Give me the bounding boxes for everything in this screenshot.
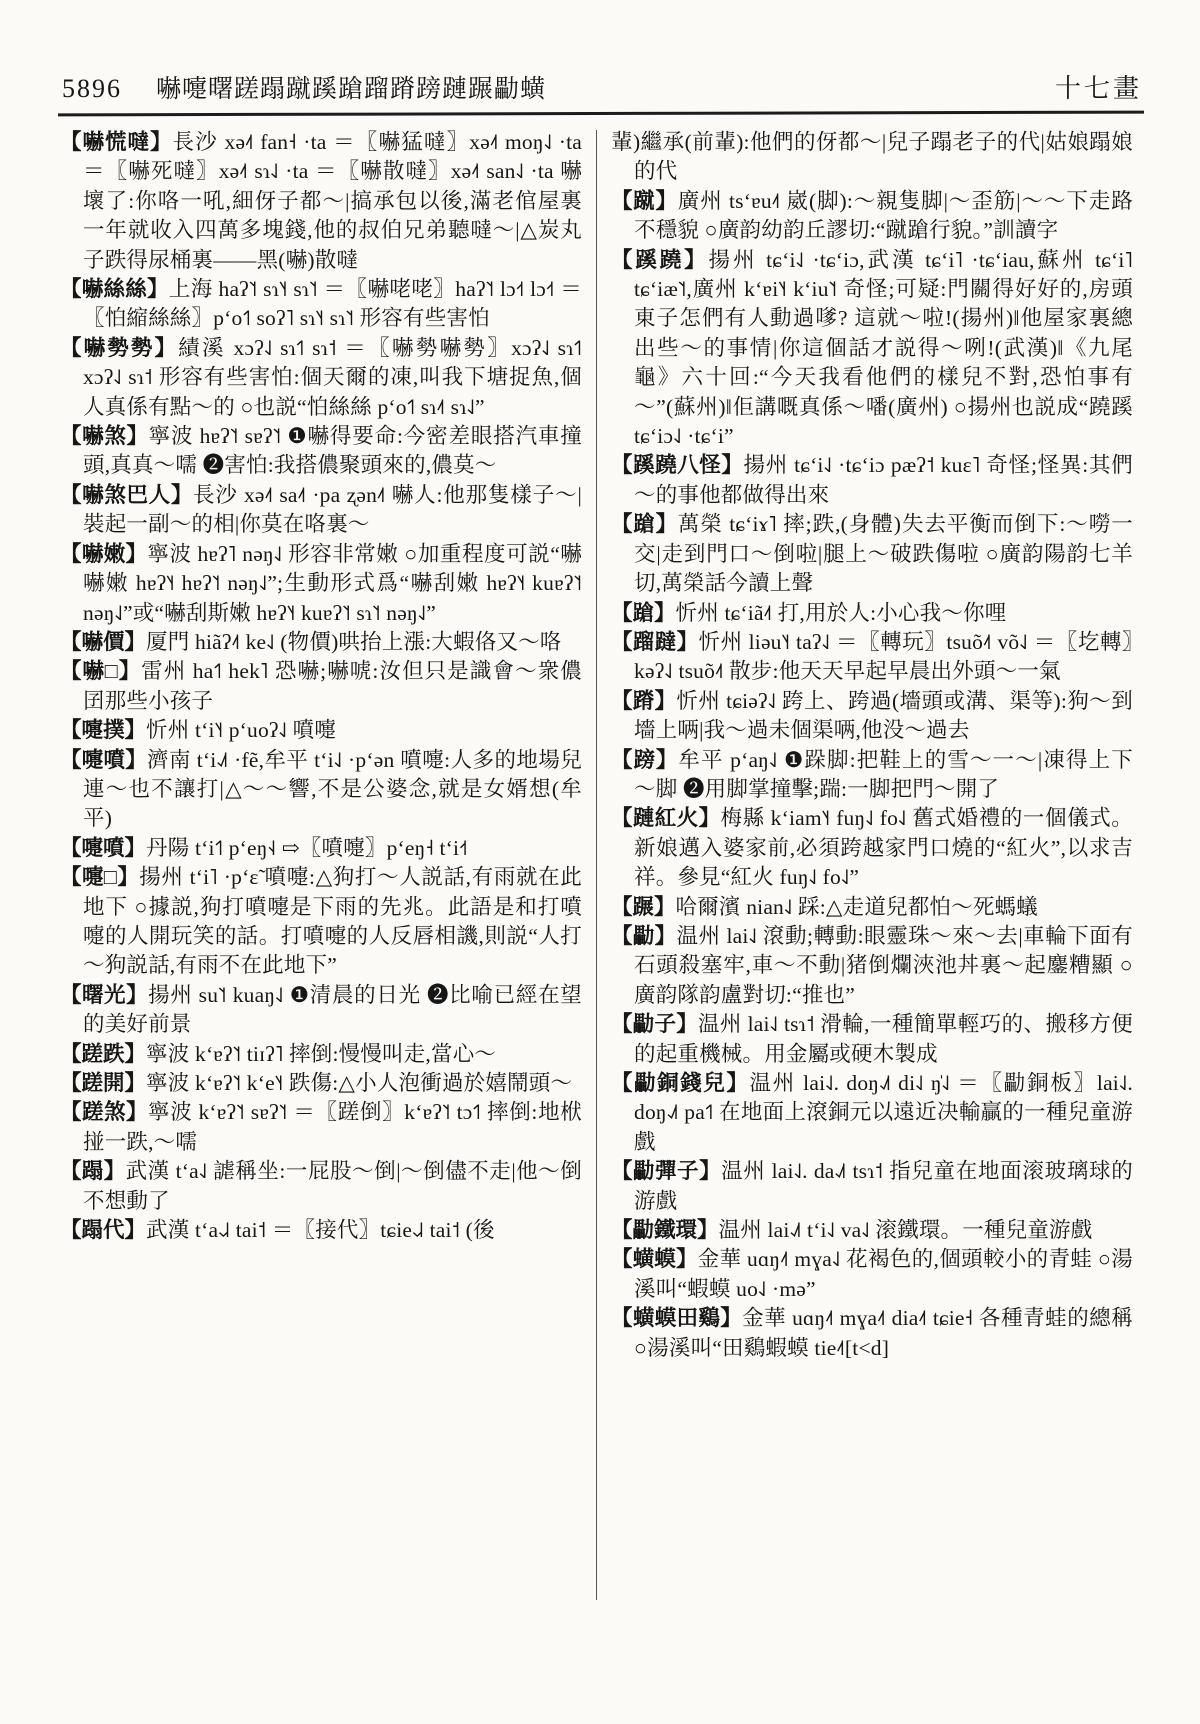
entry-definition: 金華 uɑŋ˨˦ mɣa˨˦ dia˨˦ tɕie˧ 各種青蛙的總稱 ○湯溪叫“田鷄蝦蟆 tie˨˦[t<d] [634, 1306, 1133, 1360]
dict-entry [60, 834, 582, 863]
dict-entry [60, 1040, 582, 1069]
dict-entry [611, 746, 1133, 805]
page-header [62, 68, 1142, 105]
stroke-section-label: 十七畫 [1054, 74, 1142, 103]
entry-headword: 【嚇煞】 [60, 424, 149, 449]
dict-entry [611, 1304, 1133, 1363]
entry-definition: 寧波 hɐʔ˥˦ sɐʔ˥˦ ❶嚇得要命:今密差眼搭汽車撞頭,真真～嚅 ❷害怕:我搭儂聚頭來的,儂莫～ [83, 424, 582, 478]
entry-definition: 温州 lai˨˩ tsɿ˦ 滑輪,一種簡單輕巧的、搬移方便的起重機械。用金屬或硬木製成 [634, 1012, 1133, 1066]
dict-entry [60, 540, 582, 628]
entry-headword: 【嚇嫩】 [60, 541, 148, 566]
entry-definition: 輩)繼承(前輩):他們的伢都～|兒子蹋老子的代|姑娘蹋娘的代 [611, 130, 1133, 184]
entry-definition: 温州 lai˨˩˦ tʻi˨˩ va˨˩ 滚鐵環。一種兒童游戲 [718, 1218, 1093, 1243]
column-divider [596, 130, 597, 1600]
dict-entry [611, 599, 1133, 628]
dict-entry [611, 1245, 1133, 1304]
entry-definition: 牟平 pʻaŋ˨˩ ❶跺脚:把鞋上的雪～一～|凍得上下～脚 ❷用脚掌撞擊;踹:一脚把門～開了 [634, 747, 1133, 801]
entry-definition: 武漢 tʻa˨˩˨ tai˦ ＝〖接代〗tɕie˨˩˨ tai˦ (後 [146, 1218, 495, 1243]
entry-headword: 【蹌】 [611, 512, 678, 537]
entry-definition: 哈爾濱 nian˨˩ 踩:△走道兒都怕～死螞蟻 [675, 894, 1038, 919]
guide-characters: 嚇嚏曙蹉蹋蹴蹊蹌蹓蹐䠙蹥蹍㔣蟥 [156, 76, 547, 103]
entry-headword: 【㔣彈子】 [611, 1159, 722, 1184]
dict-entry [611, 128, 1133, 187]
entry-headword: 【嚇慌噠】 [60, 130, 173, 154]
dict-entry [611, 451, 1133, 510]
dict-entry [611, 1010, 1133, 1069]
entry-definition: 萬榮 tɕʻiɤ˥ 摔;跌,(身體)失去平衡而倒下:～嘮一交|走到門口～倒啦|腿上～破跌傷啦 ○廣韵陽韵七羊切,萬榮話今讀上聲 [634, 512, 1133, 596]
entry-headword: 【蹉開】 [60, 1071, 147, 1095]
entry-headword: 【蹊蹺】 [611, 247, 709, 272]
entry-definition: 濟南 tʻi˨˩˦ ·fẽ,牟平 tʻi˨˩ ·pʻən 噴嚏:人多的地場兒連～也不讓打|△～～響,不是公婆念,就是女婿想(牟平) [83, 747, 582, 831]
entry-headword: 【蹴】 [611, 188, 678, 213]
entry-headword: 【蹓躂】 [611, 629, 699, 654]
entry-definition: 忻州 tʻi˥˧ pʻuoʔ˨˩ 噴嚏 [146, 718, 337, 743]
entry-headword: 【嚇絲絲】 [60, 277, 169, 302]
dict-entry [611, 1157, 1133, 1216]
entry-definition: 温州 lai˨˩. doŋ˨˩˦ di˨˩ ŋ̍˨˩ ＝〖㔣銅板〗lai˨˩. doŋ˨˩˦ pa˦˥ 在地面上滾銅元以遠近决輸贏的一種兒童游戲 [634, 1071, 1133, 1154]
entry-headword: 【嚏□】 [60, 865, 140, 890]
entry-headword: 【蟥蟆】 [611, 1247, 698, 1272]
dict-entry [60, 1098, 582, 1157]
entry-headword: 【蹊蹺八怪】 [611, 453, 744, 478]
dict-entry [60, 422, 582, 481]
entry-definition: 忻州 liəu˥˧ taʔ˨˩ ＝〖轉玩〗tsuõ˨˦ võ˨˩ ＝〖圪轉〗kəʔ˨˩ tsuõ˨˦ 散步:他天天早起早晨出外頭～一氣 [634, 629, 1133, 684]
entry-headword: 【蹋】 [60, 1159, 126, 1184]
dict-entry [611, 804, 1133, 892]
entry-headword: 【嚇勢勢】 [60, 335, 179, 360]
entry-headword: 【㔣子】 [611, 1012, 698, 1037]
dict-entry [60, 334, 582, 422]
dict-entry [611, 922, 1133, 1010]
entry-headword: 【蹋代】 [60, 1218, 147, 1243]
entry-headword: 【蟥蟆田鷄】 [611, 1306, 743, 1331]
dict-entry [60, 481, 582, 540]
entry-definition: 揚州 su˥˦ kuaŋ˨˩ ❶清晨的日光 ❷比喻已經在望的美好前景 [83, 982, 582, 1037]
dict-entry [611, 1216, 1133, 1245]
entry-definition: 梅縣 kʻiam˥˧ fuŋ˨˩ fo˨˩ 舊式婚禮的一個儀式。新娘邁入婆家前,必須跨越家門口燒的“紅火”,以求吉祥。參見“紅火 fuŋ˨˩ fo˨˩” [634, 806, 1133, 890]
entry-definition: 武漢 tʻa˨˩ 謔稱坐:一屁股～倒|～倒儘不走|他～倒不想動了 [83, 1159, 582, 1213]
entry-headword: 【曙光】 [60, 982, 149, 1007]
entry-definition: 上海 haʔ˥˦ sɿ˥˧ sɿ˥˦ ＝〖嚇咾咾〗haʔ˥˦ lɔ˧˦ lɔ˧˦ ＝〖怕縮絲絲〗pʻo˦˥ soʔ˥ sɿ˥˧ sɿ˥˦ 形容有些害怕 [83, 277, 582, 331]
dict-entry [60, 716, 582, 745]
entry-definition: 寧波 kʻɐʔ˥˦ sɐʔ˥˦ ＝〖蹉倒〗kʻɐʔ˥˦ tɔ˦˥ 摔倒:地栿掽一跌,～嚅 [83, 1100, 582, 1154]
left-column [60, 128, 582, 1688]
entry-definition: 揚州 tʻi˥ ·pʻɛ̃ 噴嚏:△狗打～人説話,有雨就在此地下 ○據説,狗打噴嚏是下雨的先兆。此語是和打噴嚏的人開玩笑的話。打噴嚏的人反唇相譏,則説“人打～狗説話,有雨不在此地下” [83, 865, 582, 978]
dict-entry [611, 687, 1133, 746]
entry-headword: 【㔣銅錢兒】 [611, 1071, 750, 1095]
entry-headword: 【㔣鐵環】 [611, 1218, 719, 1243]
entry-definition: 廣州 tsʻɐu˨˦ 崴(脚):～親隻脚|～歪筋|～～下走路不穩貌 ○廣韵幼韵丘謬切:“蹴蹌行貌。”訓讀字 [634, 188, 1133, 243]
dict-entry [611, 246, 1133, 452]
dict-entry [60, 746, 582, 834]
entry-definition: 長沙 xə˨˦ sa˨˦ ·pa ʐən˨˦ 嚇人:他那隻樣子～|裝起一副～的相|你莫在咯裏～ [83, 482, 582, 537]
dict-entry [60, 657, 582, 716]
dict-entry [611, 187, 1133, 246]
dict-entry [60, 628, 582, 657]
entry-headword: 【蹌】 [611, 600, 676, 625]
dict-entry [611, 628, 1133, 687]
entry-definition: 雷州 ha˦˥ hek˥ 恐嚇;嚇唬:汝但只是識會～衆儂囝那些小孩子 [83, 659, 582, 713]
dictionary-body [60, 128, 1142, 1688]
dict-entry [60, 863, 582, 981]
header-rule [58, 111, 1144, 117]
right-column [611, 128, 1133, 1688]
entry-headword: 【蹥紅火】 [611, 806, 721, 831]
entry-definition: 忻州 tɕiəʔ˨˩ 跨上、跨過(墻頭或溝、渠等):狗～到墻上唡|我～過未個渠唡,他没～過去 [634, 688, 1133, 743]
entry-headword: 【㔣】 [611, 923, 677, 948]
dict-entry [60, 275, 582, 334]
dict-entry [60, 1216, 582, 1245]
dict-entry [60, 1157, 582, 1216]
entry-headword: 【嚇煞巴人】 [60, 482, 193, 507]
dict-entry [60, 128, 582, 275]
entry-definition: 績溪 xɔʔ˨˩ sɿ˦˥ sɿ˦ ＝〖嚇勢嚇勢〗xɔʔ˨˩ sɿ˦˥ xɔʔ˨˩ sɿ˦ 形容有些害怕:個天爾的凍,叫我下塘捉魚,個人真係有點～的 ○也説“怕絲絲 pʻo˦˥ sɿ˨˦ sɿ˨˩” [83, 335, 582, 419]
page-number: 5896 [62, 74, 122, 103]
entry-definition: 丹陽 tʻi˦˥ pʻeŋ˧˨ ⇨〖噴嚏〗pʻeŋ˧ tʻi˧˦ [146, 835, 468, 860]
entry-headword: 【䠙】 [611, 747, 679, 772]
entry-definition: 厦門 hiãʔ˨˦ ke˨˩ (物價)哄抬上漲:大蝦佫又～咯 [146, 629, 562, 654]
entry-headword: 【嚇價】 [60, 629, 147, 654]
dict-entry [60, 981, 582, 1040]
entry-definition: 忻州 tɕʻiã˨˦ 打,用於人:小心我～你哩 [675, 600, 1007, 625]
dict-entry [611, 1069, 1133, 1157]
entry-headword: 【蹐】 [611, 688, 677, 713]
entry-definition: 寧波 kʻɐʔ˥˦ kʻe˥˧ 跌傷:△小人泡衝過於嬉鬧頭～ [146, 1071, 573, 1095]
dict-entry [611, 510, 1133, 598]
dict-entry [60, 1069, 582, 1098]
entry-definition: 金華 uɑŋ˨˦ mɣa˨˩ 花褐色的,個頭較小的青蛙 ○湯溪叫“蝦蟆 uo˨˩ ·mə” [634, 1247, 1133, 1301]
entry-headword: 【蹍】 [611, 894, 676, 919]
entry-headword: 【嚏撲】 [60, 718, 147, 743]
entry-headword: 【嚏噴】 [60, 747, 147, 772]
entry-headword: 【嚏噴】 [60, 835, 147, 860]
entry-definition: 寧波 kʻɐʔ˥˦ tiɪʔ˥ 摔倒:慢慢叫走,當心～ [146, 1041, 497, 1066]
dict-entry [611, 893, 1133, 922]
entry-definition: 温州 lai˨˩. da˨˩˦ tsɿ˦ 指兒童在地面滚玻璃球的游戲 [634, 1159, 1133, 1213]
entry-headword: 【嚇□】 [60, 659, 142, 684]
entry-definition: 揚州 tɕʻi˨˩ ·tɕʻiɔ pæʔ˦ kuɛ˥ 奇怪;怪異:其們～的事他都做得出來 [634, 453, 1133, 507]
entry-definition: 長沙 xə˨˦ fan˧ ·ta ＝〖嚇猛噠〗xə˨˦ moŋ˨˩ ·ta ＝〖嚇死噠〗xə˨˦ sɿ˨˩ ·ta ＝〖嚇散噠〗xə˨˦ san˨˩ ·ta 嚇壞了:你咯一吼,細伢子都～|搞承包以後,滿老倌屋裏一年就收入四萬多塊錢,他的叔伯兄弟聽噠～|△炭丸子跌得尿桶裏——黑(嚇)散噠 [83, 130, 582, 272]
entry-headword: 【蹉跌】 [60, 1041, 147, 1066]
entry-definition: 揚州 tɕʻi˨˩ ·tɕʻiɔ,武漢 tɕʻi˥ ·tɕʻiau,蘇州 tɕʻi˥ tɕʻiæ˥˦,廣州 kʻɐi˥˧ kʻiu˥˦ 奇怪;可疑:門關得好好的,房頭東子怎們有人動過嗲? 這就～啦!(揚州)‖他屋家裏總出些～的事情|你這個話才説得～咧!(武漢)‖《九尾龜》六十回:“今天我看他們的樣兒不對,恐怕事有～”(蘇州)‖佢講嘅真係～噃(廣州) ○揚州也説成“蹺蹊 tɕʻiɔ˨˩ ·tɕʻi” [634, 247, 1133, 449]
entry-headword: 【蹉煞】 [60, 1100, 148, 1125]
entry-definition: 寧波 hɐʔ˥ nəŋ˨˩ 形容非常嫩 ○加重程度可説“嚇嚇嫩 hɐʔ˥˧ hɐʔ˥˦ nəŋ˨˩”;生動形式爲“嚇刮嫩 hɐʔ˥˧ kuɐʔ˥˦ nəŋ˨˩”或“嚇刮斯嫩 hɐʔ˥˧ kuɐʔ˥˦ sɿ˥˦ nəŋ˨˩” [83, 541, 582, 625]
entry-definition: 温州 lai˨˩ 滾動;轉動:眼靈珠～來～去|車輪下面有石頭殺塞牢,車～不動|猪倒爛浹池丼裏～起鏖糟顯 ○廣韵隊韵盧對切:“推也” [634, 923, 1133, 1007]
